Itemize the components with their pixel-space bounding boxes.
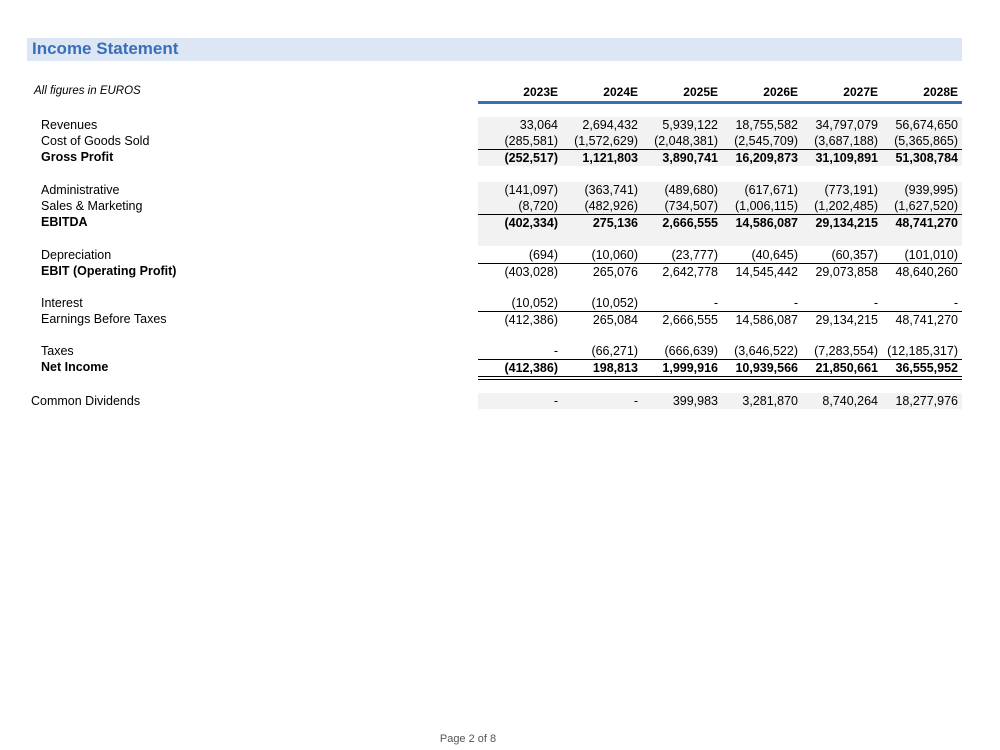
cell: (363,741)	[584, 183, 638, 197]
year-header: 2027E	[843, 85, 878, 99]
table-row-dividends	[478, 393, 962, 409]
table-row-gross-profit	[478, 150, 962, 166]
cell: (402,334)	[504, 216, 558, 230]
cell: (412,386)	[504, 361, 558, 375]
cell: (694)	[528, 248, 558, 262]
table-row-sales-marketing	[478, 198, 962, 214]
row-label-cogs: Cost of Goods Sold	[41, 134, 150, 148]
cell: 18,277,976	[895, 394, 958, 408]
table-row-interest	[478, 295, 962, 311]
cell: 29,134,215	[815, 216, 878, 230]
cell: 2,694,432	[582, 118, 638, 132]
table-row-taxes	[478, 343, 962, 359]
cell: 29,073,858	[815, 265, 878, 279]
row-label-ebit: EBIT (Operating Profit)	[41, 264, 177, 278]
cell: (8,720)	[518, 199, 558, 213]
cell: 14,545,442	[735, 265, 798, 279]
cell: (7,283,554)	[814, 344, 878, 358]
cell: (12,185,317)	[887, 344, 958, 358]
cell: -	[953, 296, 958, 310]
cell: (1,572,629)	[574, 134, 638, 148]
cell: (412,386)	[504, 313, 558, 327]
cell: (482,926)	[584, 199, 638, 213]
row-label-taxes: Taxes	[41, 344, 74, 358]
cell: 8,740,264	[822, 394, 878, 408]
cell: -	[553, 394, 558, 408]
cell: (617,671)	[744, 183, 798, 197]
cell: (3,687,188)	[814, 134, 878, 148]
cell: 36,555,952	[895, 361, 958, 375]
cell: 21,850,661	[815, 361, 878, 375]
cell: (40,645)	[751, 248, 798, 262]
row-label-dividends: Common Dividends	[31, 394, 141, 408]
cell: 33,064	[519, 118, 558, 132]
cell: 51,308,784	[895, 151, 958, 165]
cell: (773,191)	[824, 183, 878, 197]
cell: 31,109,891	[815, 151, 878, 165]
total-double-rule-top	[478, 376, 962, 377]
table-row-ebit	[478, 264, 962, 280]
cell: -	[713, 296, 718, 310]
cell: 265,076	[592, 265, 638, 279]
cell: (1,627,520)	[894, 199, 958, 213]
cell: 2,642,778	[662, 265, 718, 279]
table-row-administrative	[478, 182, 962, 198]
cell: 56,674,650	[895, 118, 958, 132]
cell: (252,517)	[504, 151, 558, 165]
total-double-rule-bottom	[478, 379, 962, 380]
cell: (403,028)	[504, 265, 558, 279]
cell: 1,121,803	[582, 151, 638, 165]
cell: 275,136	[592, 216, 638, 230]
year-header-row	[478, 85, 962, 101]
cell: 2,666,555	[662, 313, 718, 327]
cell: 16,209,873	[735, 151, 798, 165]
table-row-cogs	[478, 133, 962, 149]
cell: (666,639)	[664, 344, 718, 358]
cell: (734,507)	[664, 199, 718, 213]
row-label-gross-profit: Gross Profit	[41, 150, 114, 164]
row-label-administrative: Administrative	[41, 183, 120, 197]
cell: 48,741,270	[895, 313, 958, 327]
cell: 2,666,555	[662, 216, 718, 230]
row-label-revenues: Revenues	[41, 118, 98, 132]
cell: (285,581)	[504, 134, 558, 148]
year-header: 2023E	[523, 85, 558, 99]
cell: 10,939,566	[735, 361, 798, 375]
table-row-ebitda	[478, 215, 962, 246]
page-number: Page 2 of 8	[439, 733, 497, 745]
year-header: 2024E	[603, 85, 638, 99]
year-header: 2026E	[763, 85, 798, 99]
units-note: All figures in EUROS	[34, 85, 141, 97]
year-header: 2025E	[683, 85, 718, 99]
row-label-sales-marketing: Sales & Marketing	[41, 199, 143, 213]
row-label-ebitda: EBITDA	[41, 215, 88, 229]
cell: 14,586,087	[735, 313, 798, 327]
table-row-depreciation	[478, 247, 962, 263]
table-row-ebt	[478, 312, 962, 328]
cell: (1,006,115)	[734, 199, 798, 213]
cell: (141,097)	[504, 183, 558, 197]
table-row-revenues	[478, 117, 962, 133]
cell: 265,084	[592, 313, 638, 327]
row-label-interest: Interest	[41, 296, 83, 310]
cell: 3,281,870	[742, 394, 798, 408]
cell: (3,646,522)	[734, 344, 798, 358]
cell: -	[793, 296, 798, 310]
cell: (23,777)	[671, 248, 718, 262]
cell: 5,939,122	[662, 118, 718, 132]
cell: (939,995)	[904, 183, 958, 197]
row-label-net-income: Net Income	[41, 360, 109, 374]
row-label-depreciation: Depreciation	[41, 248, 112, 262]
cell: (5,365,865)	[894, 134, 958, 148]
title-bar	[27, 38, 962, 61]
cell: 14,586,087	[735, 216, 798, 230]
cell: 48,640,260	[895, 265, 958, 279]
cell: -	[633, 394, 638, 408]
cell: -	[873, 296, 878, 310]
cell: 3,890,741	[662, 151, 718, 165]
cell: (10,052)	[511, 296, 558, 310]
cell: (1,202,485)	[814, 199, 878, 213]
cell: (2,545,709)	[734, 134, 798, 148]
cell: (66,271)	[591, 344, 638, 358]
cell: 29,134,215	[815, 313, 878, 327]
cell: (489,680)	[664, 183, 718, 197]
cell: 399,983	[672, 394, 718, 408]
cell: 48,741,270	[895, 216, 958, 230]
cell: (10,052)	[591, 296, 638, 310]
table-row-net-income	[478, 360, 962, 376]
cell: (10,060)	[591, 248, 638, 262]
row-label-ebt: Earnings Before Taxes	[41, 312, 167, 326]
cell: (2,048,381)	[654, 134, 718, 148]
page-title: Income Statement	[32, 39, 179, 58]
header-rule	[478, 101, 962, 104]
cell: 34,797,079	[815, 118, 878, 132]
cell: -	[553, 344, 558, 358]
year-header: 2028E	[923, 85, 958, 99]
cell: (101,010)	[904, 248, 958, 262]
cell: 18,755,582	[735, 118, 798, 132]
cell: 1,999,916	[662, 361, 718, 375]
cell: 198,813	[592, 361, 638, 375]
cell: (60,357)	[831, 248, 878, 262]
